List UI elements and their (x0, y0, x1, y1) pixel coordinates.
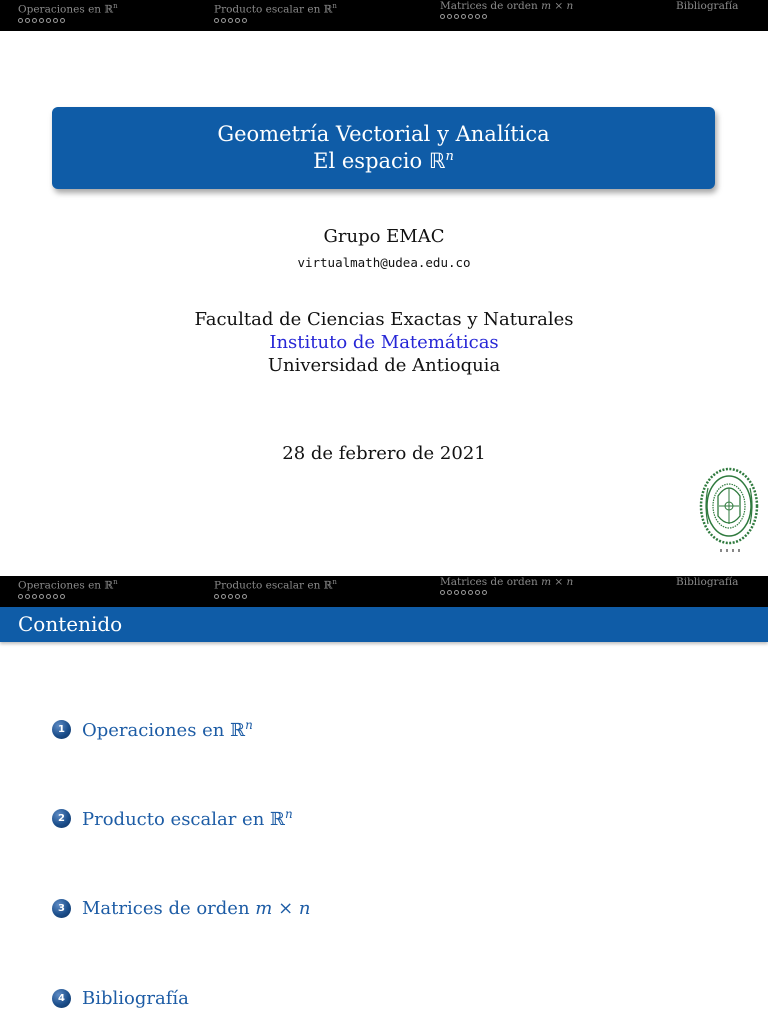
nav-dot[interactable] (447, 590, 452, 595)
contents-slide (0, 576, 768, 1024)
nav-item-bibliografia[interactable] (676, 576, 738, 607)
nav-dot[interactable] (18, 594, 23, 599)
nav-dot[interactable] (228, 594, 233, 599)
nav-dot[interactable] (221, 594, 226, 599)
nav-label: Producto escalar en ℝ$^n$ (214, 578, 337, 592)
nav-label: Operaciones en ℝ$^n$ (18, 2, 118, 16)
nav-dot[interactable] (32, 18, 37, 23)
toc-label: Bibliografía (82, 987, 189, 1009)
navigation-bar (0, 0, 768, 31)
nav-item-matrices[interactable] (440, 576, 573, 607)
nav-item-operaciones[interactable] (18, 0, 118, 31)
nav-dot[interactable] (214, 18, 219, 23)
nav-item-producto-escalar[interactable] (214, 576, 337, 607)
nav-dots (18, 594, 118, 599)
nav-dot[interactable] (454, 14, 459, 19)
nav-dot[interactable] (228, 18, 233, 23)
nav-dot[interactable] (475, 14, 480, 19)
nav-label: Matrices de orden m × n (440, 0, 574, 12)
nav-dots (18, 18, 118, 23)
nav-dot[interactable] (482, 14, 487, 19)
nav-label: Producto escalar en ℝ$^n$ (214, 2, 337, 16)
nav-item-matrices[interactable] (440, 0, 573, 31)
toc-item-bibliografia[interactable] (52, 985, 189, 1011)
toc-number-ball: 1 (52, 720, 71, 739)
nav-label: Bibliografía (676, 0, 739, 12)
nav-dots (214, 18, 337, 23)
nav-dot[interactable] (468, 14, 473, 19)
nav-label: Bibliografía (676, 576, 739, 588)
toc-number-ball: 3 (52, 899, 71, 918)
nav-dot[interactable] (475, 590, 480, 595)
frame-title-bar (0, 607, 768, 642)
institute-link[interactable]: Instituto de Matemáticas (269, 332, 499, 353)
navigation-bar (0, 576, 768, 607)
nav-dot[interactable] (221, 18, 226, 23)
nav-dot[interactable] (25, 594, 30, 599)
nav-dots (214, 594, 337, 599)
author: Grupo EMAC (323, 226, 445, 247)
nav-label: Operaciones en ℝ$^n$ (18, 578, 118, 592)
toc-number-ball: 4 (52, 989, 71, 1008)
frame-title: Contenido (18, 612, 123, 636)
nav-dot[interactable] (461, 590, 466, 595)
presentation-subtitle: El espacio ℝ$^n$ (313, 149, 454, 173)
nav-dot[interactable] (53, 594, 58, 599)
nav-dots (440, 590, 573, 595)
nav-dot[interactable] (482, 590, 487, 595)
nav-dot[interactable] (235, 18, 240, 23)
nav-label: Matrices de orden m × n (440, 576, 574, 588)
nav-dot[interactable] (461, 14, 466, 19)
toc-label: Matrices de orden m × n (82, 897, 311, 919)
university-seal-logo (698, 466, 760, 556)
nav-dot[interactable] (214, 594, 219, 599)
nav-dot[interactable] (39, 594, 44, 599)
nav-dot[interactable] (454, 590, 459, 595)
university: Universidad de Antioquia (267, 355, 501, 376)
nav-dot[interactable] (242, 18, 247, 23)
nav-item-operaciones[interactable] (18, 576, 118, 607)
nav-item-producto-escalar[interactable] (214, 0, 337, 31)
nav-dot[interactable] (46, 594, 51, 599)
presentation-title: Geometría Vectorial y Analítica (217, 122, 550, 146)
nav-dot[interactable] (440, 590, 445, 595)
nav-dot[interactable] (242, 594, 247, 599)
nav-dot[interactable] (60, 18, 65, 23)
nav-item-bibliografia[interactable] (676, 0, 738, 31)
presentation-date: 28 de febrero de 2021 (282, 443, 486, 464)
nav-dot[interactable] (39, 18, 44, 23)
toc-number-ball: 2 (52, 809, 71, 828)
nav-dot[interactable] (25, 18, 30, 23)
nav-dot[interactable] (32, 594, 37, 599)
faculty: Facultad de Ciencias Exactas y Naturales (194, 309, 574, 330)
nav-dots (440, 14, 573, 19)
nav-dot[interactable] (235, 594, 240, 599)
nav-dot[interactable] (46, 18, 51, 23)
nav-dot[interactable] (18, 18, 23, 23)
toc-item-matrices[interactable] (52, 895, 310, 921)
title-block (52, 107, 715, 189)
toc-item-producto-escalar[interactable] (52, 805, 293, 831)
nav-dot[interactable] (53, 18, 58, 23)
author-email[interactable]: virtualmath@udea.edu.co (297, 255, 471, 270)
toc-label: Producto escalar en ℝ$^n$ (82, 806, 293, 830)
nav-dot[interactable] (60, 594, 65, 599)
nav-dot[interactable] (447, 14, 452, 19)
toc-label: Operaciones en ℝ$^n$ (82, 717, 253, 741)
toc-item-operaciones[interactable] (52, 716, 253, 742)
nav-dot[interactable] (440, 14, 445, 19)
nav-dot[interactable] (468, 590, 473, 595)
